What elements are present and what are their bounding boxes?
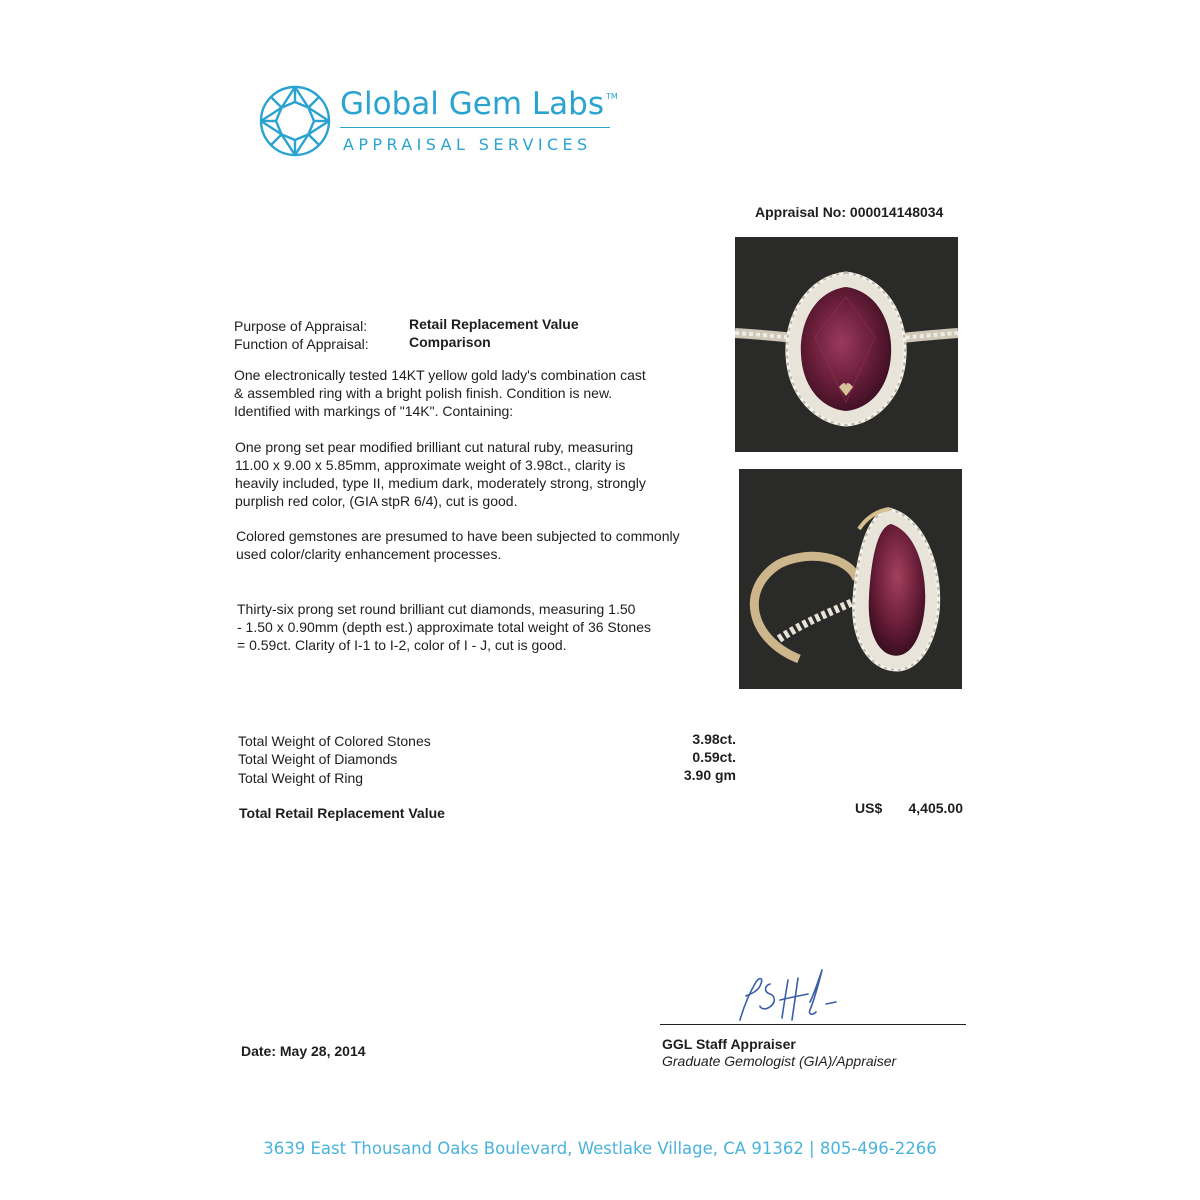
diamond-description	[237, 600, 651, 654]
appraisal-date: Date: May 28, 2014	[241, 1043, 366, 1059]
text-line: Colored gemstones are presumed to have been subjected to commonly	[236, 528, 680, 544]
text-line: 11.00 x 9.00 x 5.85mm, approximate weight of 3.98ct., clarity is	[235, 457, 626, 473]
brand-rule	[340, 127, 610, 128]
total-ring-weight-value: 3.90 gm	[683, 767, 736, 783]
purpose-label: Purpose of Appraisal:	[234, 318, 368, 334]
brand-name-text: Global Gem Labs	[340, 86, 604, 122]
text-line: Thirty-six prong set round brilliant cut diamonds, measuring 1.50	[237, 601, 636, 617]
footer-address: 3639 East Thousand Oaks Boulevard, Westlake Village, CA 91362 | 805-496-2266	[263, 1139, 937, 1158]
function-label: Function of Appraisal:	[234, 336, 369, 352]
total-diamonds-label: Total Weight of Diamonds	[238, 751, 398, 767]
logo-gem-icon	[258, 84, 332, 158]
total-colored-stones-label: Total Weight of Colored Stones	[238, 733, 431, 749]
total-colored-stones-value: 3.98ct.	[692, 731, 736, 747]
brand-name	[340, 86, 618, 122]
text-line: - 1.50 x 0.90mm (depth est.) approximate total weight of 36 Stones	[237, 619, 651, 635]
retail-amount: 4,405.00	[908, 800, 963, 816]
text-line: & assembled ring with a bright polish finish. Condition is new.	[234, 385, 613, 401]
ring-side-view-illustration	[739, 469, 962, 689]
text-line: One electronically tested 14KT yellow gold lady's combination cast	[234, 367, 646, 383]
ruby-description	[235, 438, 646, 510]
treatment-disclosure	[236, 527, 680, 563]
total-diamonds-value: 0.59ct.	[692, 749, 736, 765]
total-ring-weight-label: Total Weight of Ring	[238, 770, 364, 786]
ring-photo-side	[739, 469, 962, 689]
text-line: Identified with markings of "14K". Containing:	[234, 403, 514, 419]
purpose-value: Retail Replacement Value	[409, 316, 579, 332]
appraisal-number: Appraisal No: 000014148034	[755, 204, 944, 220]
function-value: Comparison	[409, 334, 491, 350]
trademark: TM	[605, 92, 618, 101]
text-line: used color/clarity enhancement processes.	[236, 546, 502, 562]
item-description	[234, 366, 646, 420]
appraiser-signature	[730, 962, 860, 1028]
brand-subtitle: APPRAISAL SERVICES	[343, 135, 592, 154]
text-line: = 0.59ct. Clarity of I-1 to I-2, color of I - J, cut is good.	[237, 637, 567, 653]
text-line: One prong set pear modified brilliant cut natural ruby, measuring	[235, 439, 634, 455]
appraiser-credentials: Graduate Gemologist (GIA)/Appraiser	[662, 1053, 897, 1069]
ring-top-view-illustration	[735, 237, 958, 452]
signature-line	[660, 1024, 966, 1025]
appraiser-title: GGL Staff Appraiser	[662, 1036, 796, 1052]
text-line: heavily included, type II, medium dark, moderately strong, strongly	[235, 475, 646, 491]
retail-value-label: Total Retail Replacement Value	[239, 805, 445, 821]
retail-currency: US$	[855, 800, 883, 816]
text-line: purplish red color, (GIA stpR 6/4), cut is good.	[235, 493, 518, 509]
ring-photo-top	[735, 237, 958, 452]
